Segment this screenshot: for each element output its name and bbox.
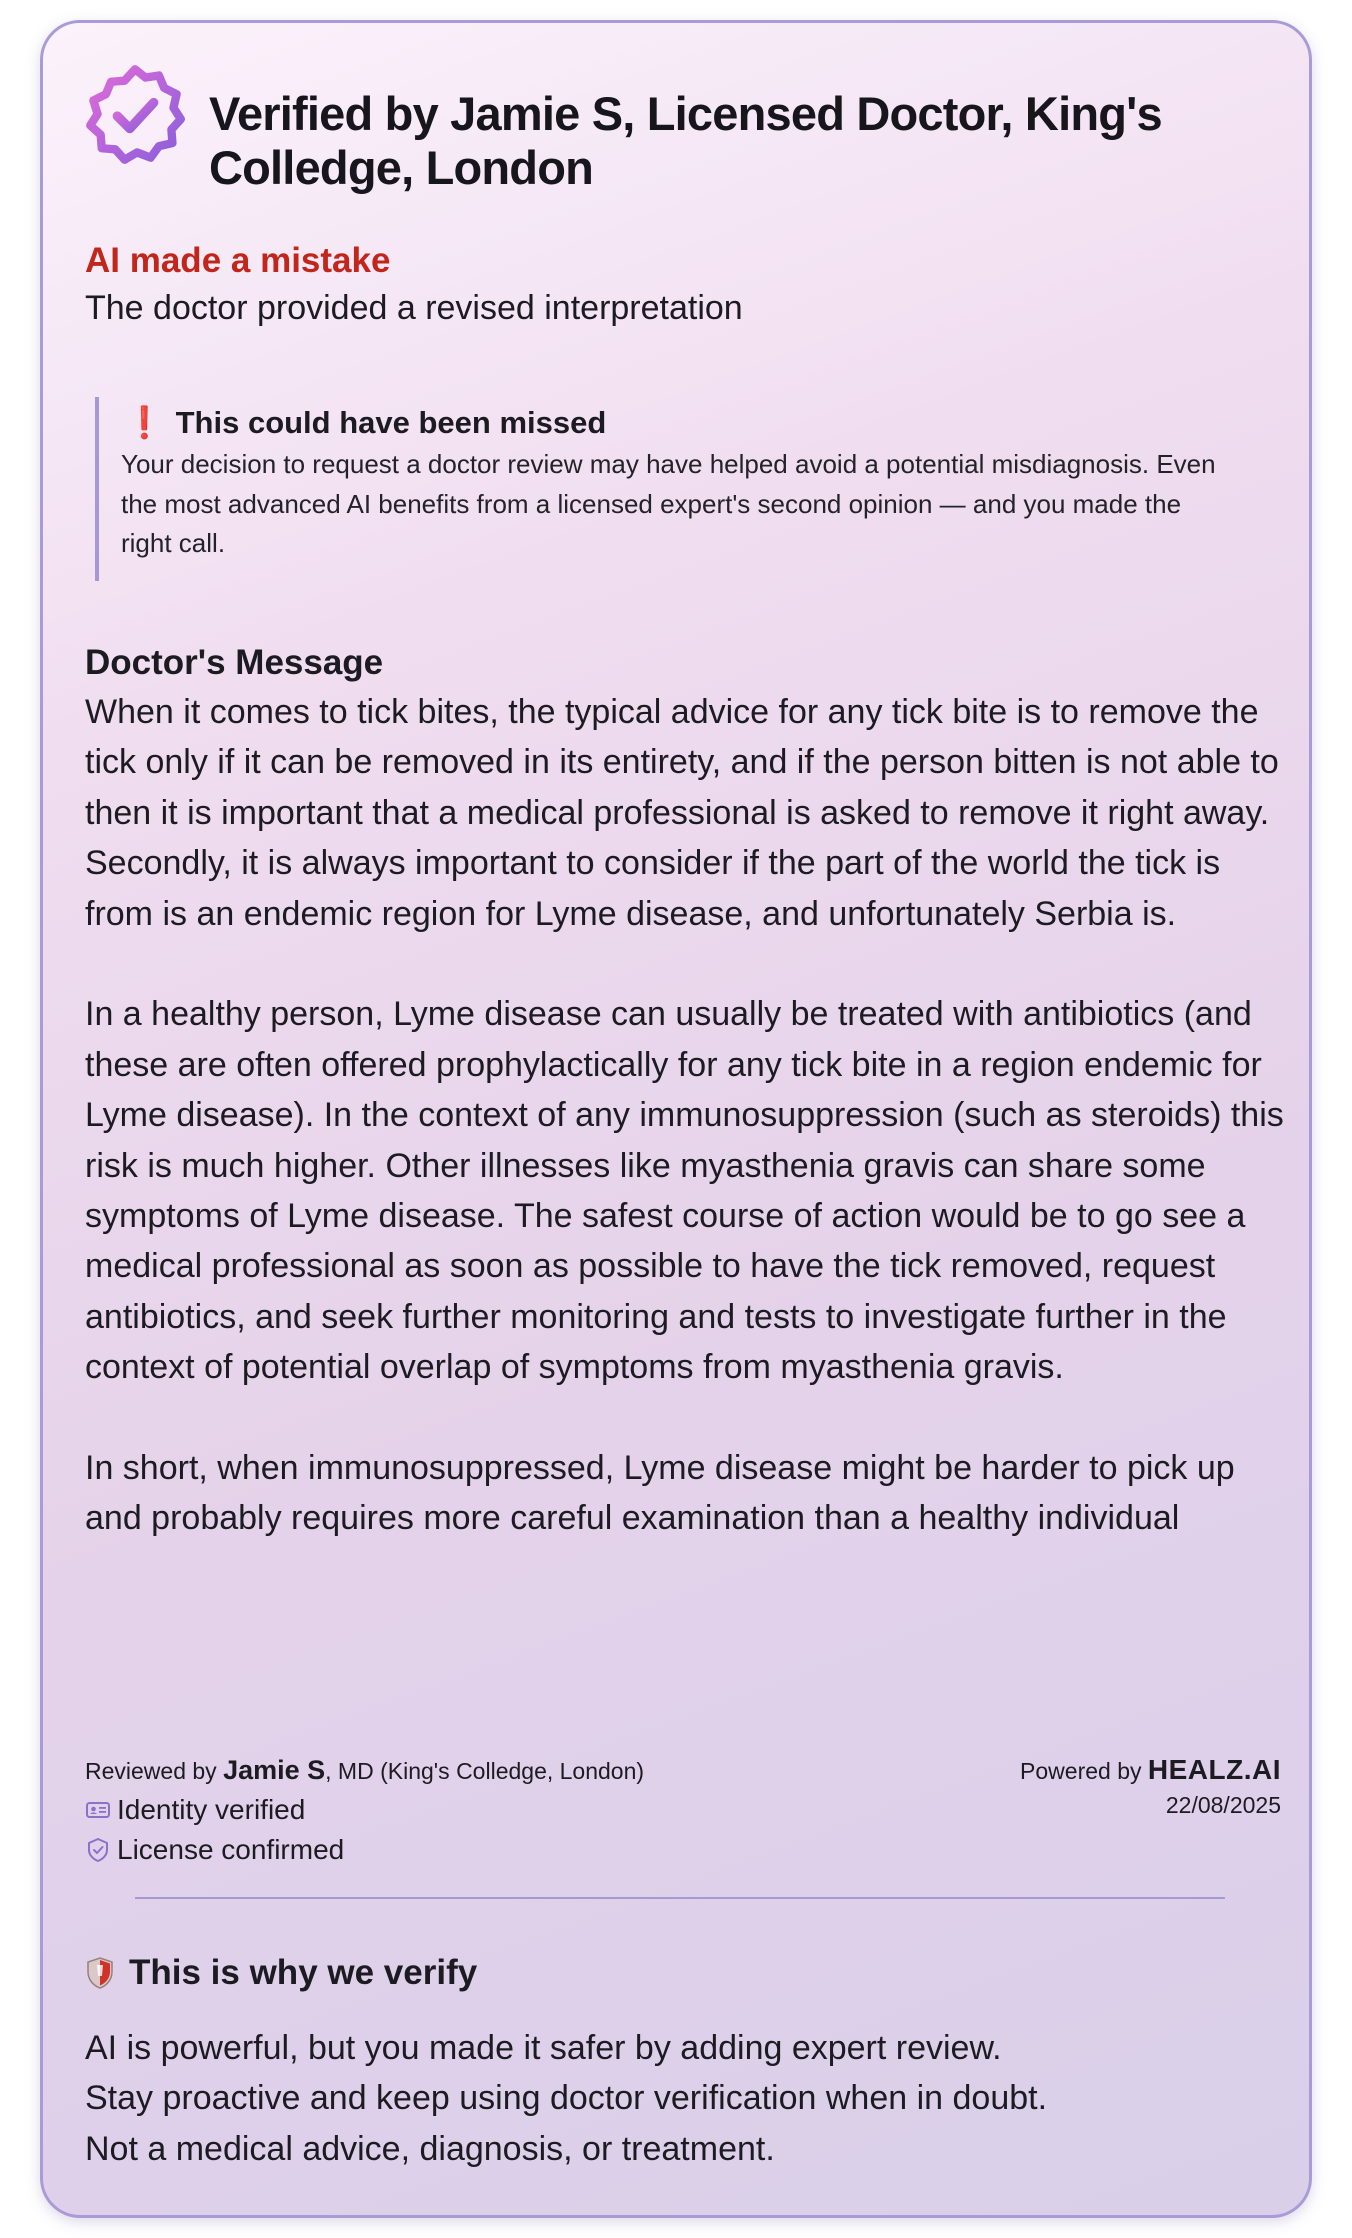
ai-mistake-title: AI made a mistake — [85, 241, 391, 280]
powered-prefix: Powered by — [1020, 1758, 1142, 1784]
id-card-icon — [85, 1797, 111, 1823]
why-verify-section — [85, 1949, 1281, 2174]
message-paragraph: In short, when immunosuppressed, Lyme disease might be harder to pick up and probably requires more careful examination than a healthy individual — [85, 1449, 1235, 1538]
powered-by — [1020, 1751, 1281, 1820]
review-footer — [85, 1751, 1281, 1870]
verified-title: Verified by Jamie S, Licensed Doctor, King's Colledge, London — [209, 87, 1162, 194]
doctor-name: Jamie S — [223, 1755, 326, 1785]
callout-body: Your decision to request a doctor review may have helped avoid a potential misdiagnosis. Even the most advanced AI benefits from a licensed expert's second opinion — and you made the right call. — [121, 449, 1216, 558]
brand-name: HEALZ.AI — [1147, 1754, 1281, 1785]
why-verify-title: This is why we verify — [129, 1953, 478, 1992]
identity-verified-label: Identity verified — [117, 1794, 306, 1825]
why-verify-body — [85, 2023, 1281, 2174]
shield-icon — [85, 1956, 115, 1990]
doctor-message — [85, 639, 1285, 1544]
doctor-credentials: , MD (King's Colledge, London) — [325, 1758, 645, 1784]
review-date: 22/08/2025 — [1165, 1792, 1281, 1818]
doctor-message-title: Doctor's Message — [85, 643, 384, 682]
message-paragraph: When it comes to tick bites, the typical advice for any tick bite is to remove the tick only if it can be removed in its entirety, and if the person bitten is not able to then it is important that a medical professional is asked to remove it right away. Secondly, it is always important to consider if the part of the world the tick is from is an endemic region for Lyme disease, and unfortunately Serbia is. — [85, 693, 1279, 933]
why-verify-line: AI is powerful, but you made it safer by adding expert review. — [85, 2029, 1002, 2067]
callout-heading — [121, 403, 1235, 443]
callout-title: This could have been missed — [175, 405, 607, 440]
why-verify-line: Stay proactive and keep using doctor verification when in doubt. — [85, 2079, 1048, 2118]
message-paragraph: In a healthy person, Lyme disease can usually be treated with antibiotics (and these are often offered prophylactically for any tick bite in a region endemic for Lyme disease). In the context of any immunosuppression (such as steroids) this risk is much higher. Other illnesses like myasthenia gravis can share some symptoms of Lyme disease. The safest course of action would be to go see a medical professional as soon as possible to have the tick removed, request antibiotics, and seek further monitoring and tests to investigate further in the context of potential overlap of symptoms from myasthenia gravis. — [85, 995, 1284, 1387]
license-confirmed — [85, 1830, 1281, 1870]
powered-line — [1020, 1751, 1281, 1790]
doctor-message-body — [85, 687, 1285, 1544]
verified-badge-icon — [83, 63, 187, 167]
reviewed-prefix: Reviewed by — [85, 1758, 217, 1784]
why-verify-line: Not a medical advice, diagnosis, or treatment. — [85, 2129, 775, 2168]
missed-callout — [95, 397, 1235, 581]
ai-mistake-subtitle: The doctor provided a revised interpretation — [85, 289, 743, 327]
exclamation-icon: ❗ — [125, 405, 164, 440]
divider — [135, 1897, 1225, 1899]
why-verify-heading — [85, 1949, 1281, 1997]
verification-header — [83, 63, 1273, 195]
verification-card — [40, 20, 1312, 2218]
ai-mistake-section — [85, 239, 743, 333]
license-confirmed-label: License confirmed — [117, 1834, 345, 1865]
shield-check-icon — [85, 1837, 111, 1863]
